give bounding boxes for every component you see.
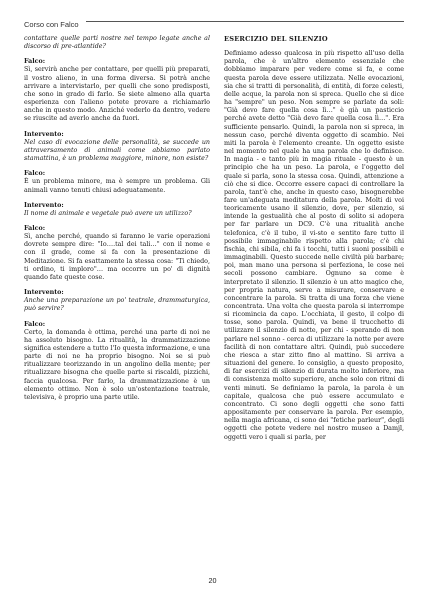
speaker-label: Falco:	[24, 170, 46, 178]
running-header	[24, 12, 404, 31]
speaker-label: Falco:	[24, 224, 46, 232]
body-paragraph: Sì, servirà anche per contattare, per quelli più preparati, il vostro alieno, in una forma diversa. Si potrà anche arrivare a intervistarlo, per quelli che sono predisposti, che sono in grado di farlo. Se siete almeno alla quarta esperienza con l'alieno potete provare a richiamarlo anche in questo modo. Anziché vederlo da dentro, vedere se riuscite ad averlo anche da fuori.	[24, 66, 210, 123]
paragraph-gap	[24, 124, 210, 131]
speaker-label: Intervento:	[24, 289, 64, 297]
paragraph-gap	[24, 195, 210, 202]
paragraph-gap	[24, 163, 210, 170]
section-title: ESERCIZIO DEL SILENZIO	[224, 35, 328, 43]
question-text: Il nome di animale e vegetale può avere un utilizzo?	[24, 209, 192, 217]
page-number: 20	[208, 576, 217, 585]
speaker-label: Intervento:	[24, 130, 64, 138]
speaker-label: Falco:	[24, 320, 46, 328]
header-rule	[86, 21, 404, 22]
body-paragraph: Definiamo adesso qualcosa in più rispetto all'uso della parola, che è un'altro elemento essenziale che dobbiamo imparare per vedere come si fa, e come questa parola deve essere utilizzata. Nelle evocazioni, sia che si tratti di personalità, di entità, di forze celesti, delle acque, la parola non si spreca. Quello che si dice ha "sempre" un peso. Non sempre se parlate da soli: "Già devo fare quella cosa lì…" è già un pasticcio perché avete detto "Già devo fare quella cosa lì…". Era sufficiente pensarlo. Quindi, la parola non si spreca, in nessun caso, perché diventa oggetto di scambio. Nei miti la parola è l'elemento creante. Un oggetto esiste nel momento nel quale ha una parola che lo definisce. In magia - e tanto più in magia rituale - questo è un principio che ha un peso. La parola, e l'oggetto del quale si parla, sono la stessa cosa. Quindi, attenzione a ciò che si dice. Occorre essere capaci di controllare la parola, tant'è che, anche in questo caso, bisognerebbe fare un'adeguata meditatura della parola. Molti di voi teoricamente usano il silenzio, dove, per silenzio, si intende la gestualità che al posto di solito si adopera per far parlare un DC9. C'è una ritualità anche telefonica, c'è il tubo, il vi-sto e sentito fare tutto il possibile immaginabile rispetto alla parola; c'è chi fischia, chi sibila, chi fa i tocchi, tutti i suoni possibili e immaginabili. Questo succede nelle civiltà più barbare; poi, man mano una persona si perfeziona, le cose nei secoli possono cambiare. Ognuno sa come è interpretato il silenzio. Il silenzio è un atto magico che, per propria natura, serve a misurare, conservare e concentrare la parola. Si tratta di una forza che viene concentrata. Una volta che questa parola si interrompe si ricomincia da capo. L'occhiata, il gesto, il colpo di tosse, sono parola. Quindi, va bene il trucchetto di utilizzare il silenzio di notte, per chi - sperando di non parlare nel sonno - cerca di utilizzare la notte per avere facilità di non contattare altri. Quindi, può succedere che riesca a star zitto fino al mattino. Si arriva a situazioni del genere. Io consiglio, a questo proposito, di far esercizi di silenzio di durata molto inferiore, ma di consistenza molto superiore, anche solo con ritmi di venti minuti. Se definiamo la parola, la parola è un capitale, qualcosa che può essere accumulato e concentrato. Ci sono degli oggetti che sono fatti appositamente per conservare la parola. Per esempio, nella magia africana, ci sono dei "fetiche parleur", degli oggetti che potete vedere nel nostro museo a Damjl, oggetti vero i quali si parla, per	[224, 50, 404, 441]
body-paragraph: Sì, anche perché, quando si faranno le varie operazioni dovrete sempre dire: "Io….tal dei tali…" con il nome e con il grade, come si fa con la presentazione di Meditazione. Si fa esattamente la stessa cosa: "Ti chiedo, ti ordino, ti imploro"… ma occorre un po' di dignità quando fate queste cose.	[24, 233, 210, 281]
question-text: Nel caso di evocazione delle personalità, se succede un attraversamento di animali come abbiamo parlato stamattina, è un problema maggiore, minore, non esiste?	[24, 138, 210, 163]
paragraph-gap	[24, 218, 210, 225]
body-paragraph: Certo, la domanda è ottima, perché una parte di noi ne ha assoluto bisogno. La ritualità, la drammatizzazione significa estendere a tutto l'Io questa informazione, e una parte di noi ne ha proprio bisogno. Noi se si può ritualizzare teorizzando in un angolino della mente; per ritualizzare bisogna che quelle parte si riscaldi, pizzichi, faccia qualcosa. Per farlo, la drammatizzazione è un elemento ottimo. Non è solo un'ostentazione teatrale, televisiva, è proprio una parte utile.	[24, 328, 210, 401]
paragraph-gap	[24, 282, 210, 289]
speaker-label: Intervento:	[24, 201, 64, 209]
body-paragraph: È un problema minore, ma è sempre un problema. Gli animali vanno tenuti chiusi adeguatamente.	[24, 178, 210, 194]
right-column	[224, 35, 404, 442]
paragraph-gap	[24, 51, 210, 58]
question-text: contattare quelle parti nostre nel tempo legate anche al discorso di pre-atlantide?	[24, 35, 210, 51]
paragraph-gap	[24, 314, 210, 321]
left-column	[24, 35, 210, 402]
speaker-label: Falco:	[24, 58, 46, 66]
header-title: Corso con Falco	[24, 20, 79, 29]
question-text: Anche una preparazione un po' teatrale, drammaturgica, può servire?	[24, 297, 210, 313]
